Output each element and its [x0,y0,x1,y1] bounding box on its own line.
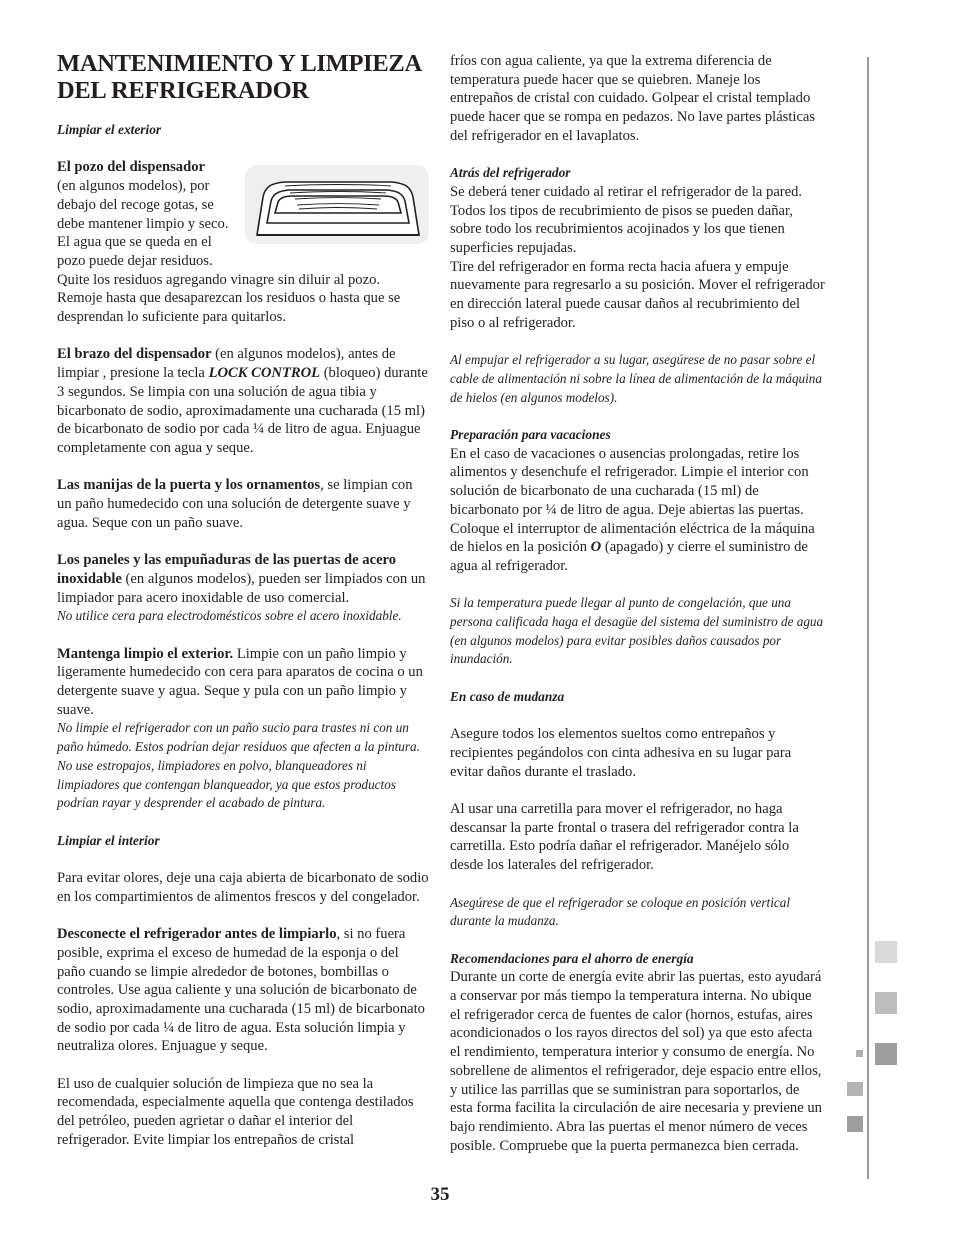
atras-paragraph-1: Se deberá tener cuidado al retirar el refrigerador de la pared. Todos los tipos de recubrimiento de pisos se pueden dañar, sobre todo los recubrimientos acojinados y los que tienen superficies repujadas. [450,183,803,257]
grey-square [847,1116,863,1132]
vertical-rule [867,57,869,1179]
atras-note: Al empujar el refrigerador a su lugar, asegúrese de no pasar sobre el cable de alimentación ni sobre la línea de alimentación de la máquina de hielos (en algunos modelos). [450,352,822,405]
heading-vacaciones: Preparación para vacaciones [450,427,611,443]
mantenga-note: No limpie el refrigerador con un paño sucio para trastes ni con un paño húmedo. Estos podrían dejar residuos que afecten a la pintura. No use estropajos, limpiadores en polvo, blanqueadores ni limpiadores que contengan blanqueador, ya que estos productos podrían rayar y desprender el acabado de pintura. [57,720,420,811]
paneles-note: No utilice cera para electrodomésticos sobre el acero inoxidable. [57,608,402,624]
pozo-rest: Quite los residuos agregando vinagre sin diluir al pozo. Remoje hasta que desaparezcan los residuos o hasta que se desprendan lo suficiente para quitarlos. [57,271,401,326]
vacaciones-paragraph: En el caso de vacaciones o ausencias prolongadas, retire los alimentos y desenchufe el refrigerador. Limpie el interior con solución de bicarbonato de una cucharada (15 ml) de bicarbonato por ¼ de litro de agua. Deje abiertas las puertas. Coloque el interruptor de alimentación eléctrica de la máquina de hielos en la posición O (apagado) y cierre el suministro de agua al refrigerador. [450,445,815,574]
cristal-continuation: fríos con agua caliente, ya que la extrema diferencia de temperatura puede hacer que se quiebren. Maneje los entrepaños de cristal con cuidado. Golpear el cristal templado puede hacer que se rompa en pedazos. No lave partes plásticas del refrigerador en el lavaplatos. [450,53,816,144]
heading-mudanza: En caso de mudanza [450,688,565,704]
drip-tray-icon [245,165,429,244]
grey-square-small [856,1050,863,1057]
page-title: MANTENIMIENTO Y LIMPIEZA DEL REFRIGERADOR [57,50,422,104]
heading-atras: Atrás del refrigerador [450,165,571,181]
heading-limpiar-interior: Limpiar el interior [57,832,160,848]
grey-square [847,1082,863,1096]
atras-paragraph-2: Tire del refrigerador en forma recta hacia afuera y empuje nuevamente para regresarlo a su posición. Mover el refrigerador en dirección lateral puede causar daños al recubrimiento del piso o al refrigerador. [450,258,825,331]
mantenga-paragraph: Mantenga limpio el exterior. Limpie con un paño limpio y ligeramente humedecido con cera para aparatos de cocina o un detergente suave y agua. Seque y pula con un paño limpio y suave. [57,645,423,718]
heading-limpiar-exterior: Limpiar el exterior [57,122,162,137]
mudanza-paragraph-2: Al usar una carretilla para mover el refrigerador, no haga descansar la parte frontal o trasera del refrigerador contra la carretilla. Esto podría dañar el refrigerador. Manéjelo sólo desde los laterales del refrigerador. [450,801,799,874]
off-position-label: O [590,539,602,556]
pozo-line: (en algunos modelos), por [57,178,210,195]
pozo-lead-line: El pozo del dispensador [57,159,205,176]
lock-control-label: LOCK CONTROL [208,365,321,382]
uso-paragraph: El uso de cualquier solución de limpieza que no sea la recomendada, especialmente aquella que contenga destilados del petróleo, pueden agrietar o dañar el interior del refrigerador. Evite limpiar los entrepaños de cristal [57,1075,414,1148]
grey-square [875,941,897,963]
grey-square [875,1043,897,1065]
page-number: 35 [430,1184,450,1205]
pozo-line: debajo del recoge gotas, se [57,196,214,213]
pozo-line: El agua que se queda en el [57,234,212,251]
mudanza-paragraph-1: Asegure todos los elementos sueltos como entrepaños y recipientes pegándolos con cinta adhesiva en su lugar para evitar daños durante el traslado. [450,726,792,780]
paneles-paragraph: Los paneles y las empuñaduras de las puertas de acero inoxidable (en algunos modelos), pueden ser limpiados con un limpiador para acero inoxidable de uso comercial. [57,552,426,606]
grey-square [875,992,897,1014]
right-column [450,0,825,1155]
drip-tray-illustration [245,165,429,244]
mudanza-note: Asegúrese de que el refrigerador se coloque en posición vertical durante la mudanza. [450,894,790,929]
olores-paragraph: Para evitar olores, deje una caja abierta de bicarbonato de sodio en los compartimientos de alimentos frescos y del congelador. [57,870,429,905]
desconecte-paragraph: Desconecte el refrigerador antes de limpiarlo, si no fuera posible, exprima el exceso de humedad de la esponja o del paño cuando se limpie alrededor de botones, bombillas o controles. Use agua caliente y una solución de bicarbonato de sodio, aproximadamente una cucharada (15 ml) de bicarbonato de sodio por cada ¼ de litro de agua. Esta solución limpia y neutraliza olores. Enjuague y seque. [57,926,425,1055]
ahorro-paragraph: Durante un corte de energía evite abrir las puertas, esto ayudará a conservar por más tiempo la temperatura interna. No ubique el refrigerador cerca de fuentes de calor (hornos, estufas, aires acondicionados o los rayos directos del sol) ya que esto afecta el rendimiento, temperatura interior y consumo de energía. No sobrellene de alimentos el refrigerador, deje espacio entre ellos, y utilice las parrillas que se suministran para soportarlos, de esta forma facilita la circulación de aire necesaria y previene un bajo rendimiento. Abra las puertas el menor número de veces posible. Compruebe que la puerta permanezca bien cerrada. [450,969,822,1154]
heading-ahorro: Recomendaciones para el ahorro de energía [450,950,694,966]
pozo-line: pozo puede dejar residuos. [57,252,213,269]
brazo-paragraph: El brazo del dispensador (en algunos modelos), antes de limpiar , presione la tecla LOCK CONTROL (bloqueo) durante 3 segundos. Se limpia con una solución de agua tibia y bicarbonato de sodio, aproximadamente una cucharada (15 ml) de bicarbonato de sodio por cada ¼ de litro de agua. Enjuague completamente con agua y seque. [57,346,428,456]
vacaciones-note: Si la temperatura puede llegar al punto de congelación, que una persona calificada haga el desagüe del sistema del suministro de agua (en algunos modelos) para evitar posibles daños causados por inundación. [450,595,824,667]
pozo-line: debe mantener limpio y seco. [57,215,229,232]
manijas-paragraph: Las manijas de la puerta y los ornamentos, se limpian con un paño humedecido con una solución de detergente suave y agua. Seque con un paño suave. [57,477,413,531]
